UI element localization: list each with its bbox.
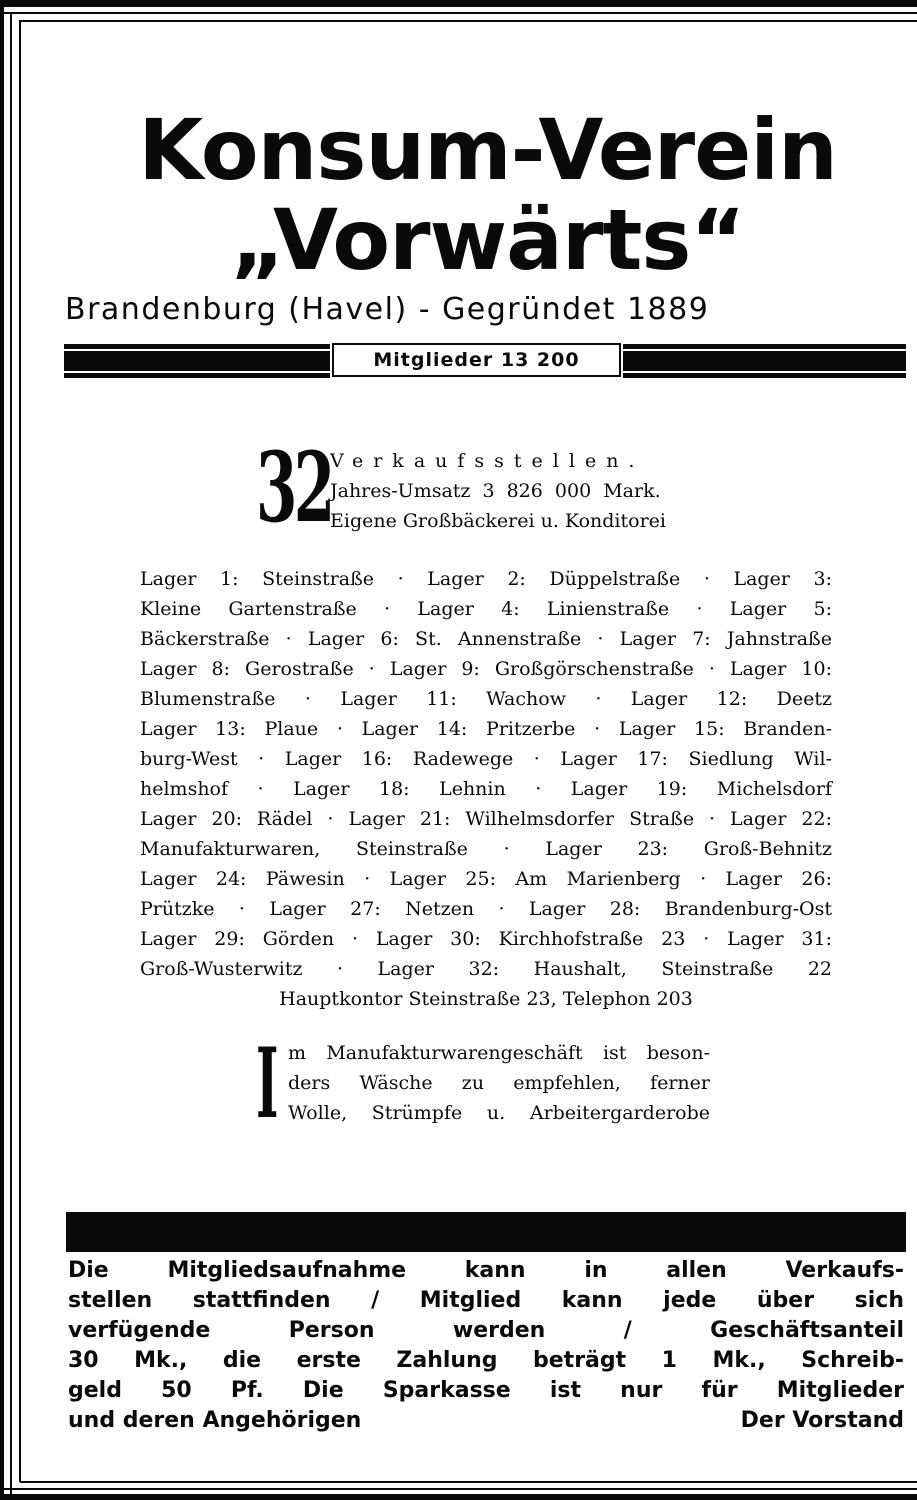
store-list-line: Bäckerstraße · Lager 6: St. Annenstraße · Lager 7: Jahnstraße xyxy=(140,628,832,650)
drop-cap: I xyxy=(256,1027,279,1140)
notice-last-text: und deren Angehörigen xyxy=(68,1408,362,1433)
paragraph-line: m Manufakturwarengeschäft ist beson- xyxy=(288,1042,710,1064)
store-list-line: helmshof · Lager 18: Lehnin · Lager 19: Michelsdorf xyxy=(140,778,832,800)
notice-line: 30 Mk., die erste Zahlung beträgt 1 Mk., Schreib- xyxy=(68,1348,904,1373)
store-list-line: Lager 1: Steinstraße · Lager 2: Düppelstraße · Lager 3: xyxy=(140,568,832,590)
store-list-line: Lager 20: Rädel · Lager 21: Wilhelmsdorfer Straße · Lager 22: xyxy=(140,808,832,830)
stores-number: 32 xyxy=(256,431,332,544)
membership-notice xyxy=(68,1256,904,1436)
store-list-line: burg-West · Lager 16: Radewege · Lager 17: Siedlung Wil- xyxy=(140,748,832,770)
frame-top-thin xyxy=(0,12,917,14)
subtitle: Brandenburg (Havel) - Gegründet 1889 xyxy=(65,292,710,327)
notice-line: geld 50 Pf. Die Sparkasse ist nur für Mitglieder xyxy=(68,1378,904,1403)
store-list-line: Blumenstraße · Lager 11: Wachow · Lager 12: Deetz xyxy=(140,688,832,710)
notice-line: Die Mitgliedsaufnahme kann in allen Verkaufs- xyxy=(68,1258,904,1283)
frame-bottom-thin xyxy=(0,1488,917,1490)
notice-line: verfügende Person werden / Geschäftsanteil xyxy=(68,1318,904,1343)
manufaktur-paragraph xyxy=(288,1038,710,1128)
title-line-1: Konsum-Verein xyxy=(138,101,837,199)
store-list xyxy=(140,564,832,984)
frame-top-thick xyxy=(0,0,917,7)
title-line-2: „Vorwärts“ xyxy=(230,191,745,289)
frame-bottom-inner xyxy=(20,1481,917,1483)
paragraph-line: Wolle, Strümpfe u. Arbeitergarderobe xyxy=(288,1102,710,1124)
store-list-line: Kleine Gartenstraße · Lager 4: Linienstraße · Lager 5: xyxy=(140,598,832,620)
decorative-bar-right xyxy=(623,344,906,378)
stats-line: Verkaufsstellen. xyxy=(330,450,645,472)
paragraph-line: ders Wäsche zu empfehlen, ferner xyxy=(288,1072,710,1094)
store-list-line: Lager 24: Päwesin · Lager 25: Am Marienberg · Lager 26: xyxy=(140,868,832,890)
notice-line: stellen stattfinden / Mitglied kann jede über sich xyxy=(68,1288,904,1313)
stats-line: Eigene Großbäckerei u. Konditorei xyxy=(330,510,666,532)
stats-line: Jahres-Umsatz 3 826 000 Mark. xyxy=(330,480,661,502)
head-office: Hauptkontor Steinstraße 23, Telephon 203 xyxy=(279,988,693,1010)
signature: Der Vorstand xyxy=(740,1408,904,1433)
members-count: Mitglieder 13 200 xyxy=(332,343,621,377)
stats-block xyxy=(330,446,705,536)
frame-top-inner xyxy=(20,20,917,22)
store-list-line: Prützke · Lager 27: Netzen · Lager 28: Brandenburg-Ost xyxy=(140,898,832,920)
store-list-line: Groß-Wusterwitz · Lager 32: Haushalt, Steinstraße 22 xyxy=(140,958,832,980)
store-list-line: Lager 13: Plaue · Lager 14: Pritzerbe · Lager 15: Branden- xyxy=(140,718,832,740)
store-list-line: Lager 8: Gerostraße · Lager 9: Großgörschenstraße · Lager 10: xyxy=(140,658,832,680)
frame-bottom-thick xyxy=(0,1494,917,1500)
decorative-thick-bar xyxy=(66,1212,906,1252)
decorative-bar-left xyxy=(64,344,330,378)
notice-last-line xyxy=(68,1406,904,1436)
store-list-line: Lager 29: Görden · Lager 30: Kirchhofstraße 23 · Lager 31: xyxy=(140,928,832,950)
store-list-line: Manufakturwaren, Steinstraße · Lager 23: Groß-Behnitz xyxy=(140,838,832,860)
